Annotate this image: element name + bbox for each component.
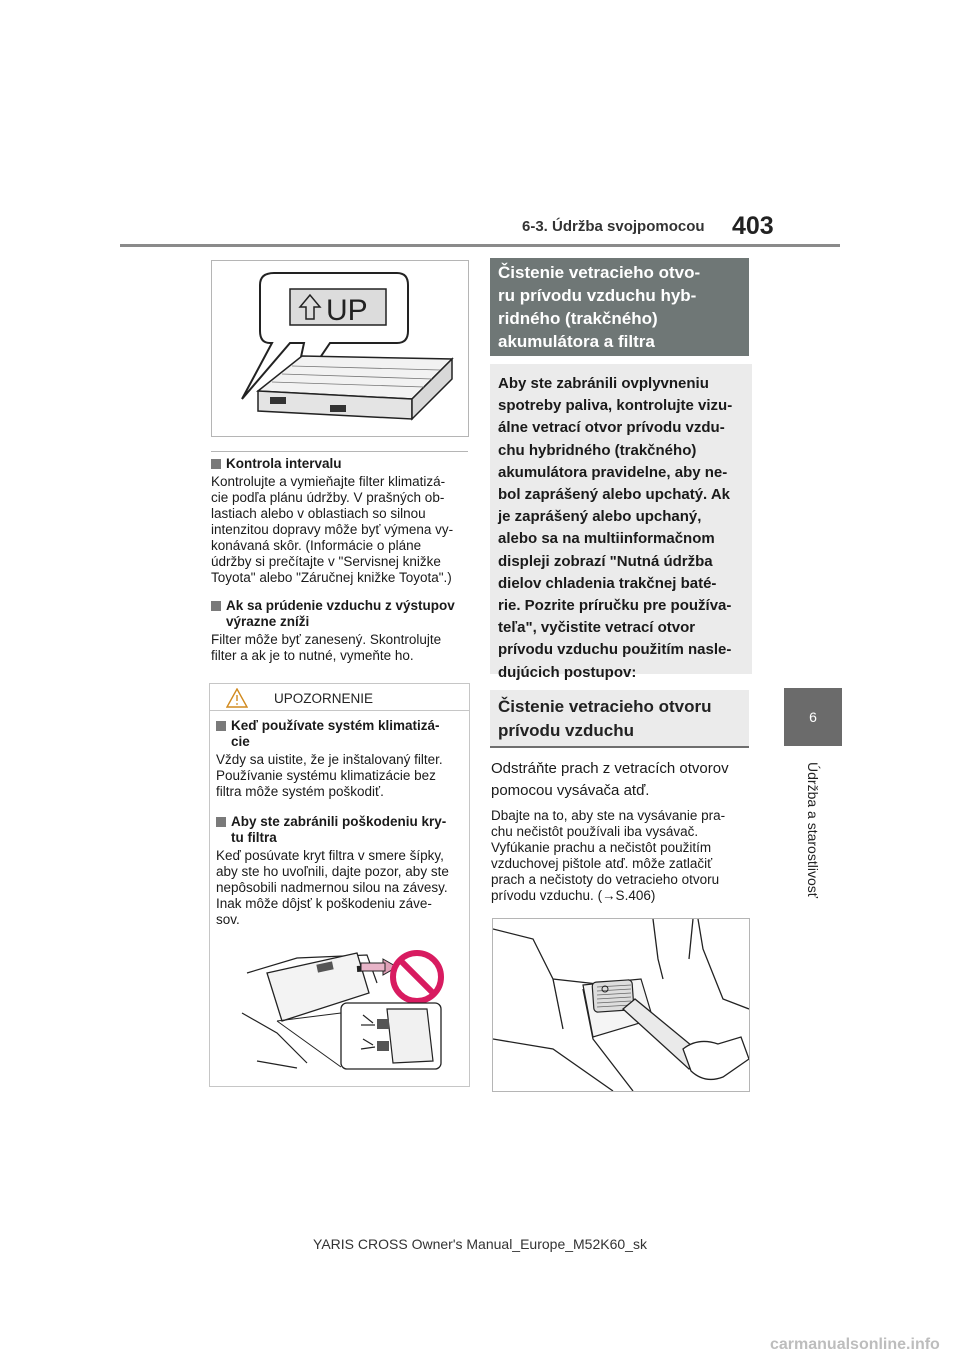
note-text: Dbajte na to, aby ste na vysávanie pra- chu nečistôt používali iba vysávač. Vyfúkanie prachu a nečistôt použitím vzduchovej pištole atď. môže zatlačiť prach a nečistoty do vetracieho otvoru prívodu vzduchu. (→S.406) (491, 808, 726, 903)
warning-item-ac-heading: Keď používate systém klimatizá- cie (216, 718, 466, 750)
divider (211, 451, 468, 452)
filter-up-figure (211, 260, 469, 437)
info-text: Aby ste zabránili ovplyvneniu spotreby paliva, kontrolujte vizu- álne vetrací otvor prívodu vzdu- chu hybridného (trakčného) akumulátora pravidelne, aby ne- bol zaprášený alebo upchatý. Ak je zaprášený alebo upchaný, alebo sa na multiinformačnom displeji zobrazí "Nutná údržba dielov chladenia trakčnej baté- rie. Pozrite príručku pre používa- teľa", vyčistite vetrací otvor prívodu vzduchu použitím nasle- dujúcich postupov: (498, 375, 733, 681)
footer-text: YARIS CROSS Owner's Manual_Europe_M52K60_sk (313, 1236, 647, 1252)
warning-title: UPOZORNENIE (274, 691, 374, 706)
filter-illustration (212, 261, 468, 436)
warning-divider (210, 710, 469, 711)
vacuum-illustration (493, 919, 749, 1091)
airflow-block (211, 598, 469, 664)
warning-triangle-icon (226, 688, 248, 708)
watermark: carmanualsonline.info (770, 1336, 940, 1353)
up-label: UP (326, 294, 368, 327)
check-interval-heading: Kontrola intervalu (211, 456, 469, 472)
check-interval-text: Kontrolujte a vymieňajte filter klimatizá- cie podľa plánu údržby. V prašných ob- lastiach alebo v oblastiach so silnou intenzitou dopravy môže byť výmena vy- konávaná skôr. (Informácie o pláne údržby si prečítajte v "Servisnej knižke Toyota" alebo "Záručnej knižke Toyota".) (211, 474, 454, 585)
instruction-text: Odstráňte prach z vetracích otvorov pomocou vysávača atď. (491, 760, 729, 799)
chapter-tab (784, 688, 842, 746)
bullet-square-icon (211, 601, 221, 611)
airflow-heading: Ak sa prúdenie vzduchu z výstupov výrazne zníži (211, 598, 469, 630)
warning-item-ac-text: Vždy sa uistite, že je inštalovaný filter. Používanie systému klimatizácie bez filtra môže systém poškodiť. (216, 752, 443, 799)
info-box (490, 364, 752, 681)
warning-item-cover (216, 814, 466, 928)
chapter-label-text: Údržba a starostlivosť (805, 762, 821, 898)
chapter-label (786, 760, 840, 900)
filter-cover-figure (237, 943, 447, 1073)
warning-item-cover-text: Keď posúvate kryt filtra v smere šípky, aby ste ho uvoľnili, dajte pozor, aby ste nepôsobili nadmernou silou na závesy. Inak môže dôjsť k poškodeniu záve- sov. (216, 848, 449, 927)
warning-box (209, 683, 470, 1087)
page-number: 403 (732, 212, 774, 240)
bullet-square-icon (216, 721, 226, 731)
warning-item-ac (216, 718, 466, 800)
section-title: 6-3. Údržba svojpomocou (522, 218, 705, 235)
bullet-square-icon (216, 817, 226, 827)
vacuum-vent-figure (492, 918, 750, 1092)
section-heading: Čistenie vetracieho otvo- ru prívodu vzduchu hyb- ridného (trakčného) akumulátora a filtra (490, 258, 749, 356)
bullet-square-icon (211, 459, 221, 469)
subsection-heading: Čistenie vetracieho otvoru prívodu vzduchu (490, 690, 749, 748)
airflow-text: Filter môže byť zanesený. Skontrolujte filter a ak je to nutné, vymeňte ho. (211, 632, 442, 663)
filter-cover-illustration (237, 943, 447, 1073)
header-divider (120, 244, 840, 247)
warning-item-cover-heading: Aby ste zabránili poškodeniu kry- tu filtra (216, 814, 466, 846)
warning-header (210, 684, 469, 712)
check-interval-block (211, 456, 469, 586)
chapter-number: 6 (809, 709, 817, 725)
